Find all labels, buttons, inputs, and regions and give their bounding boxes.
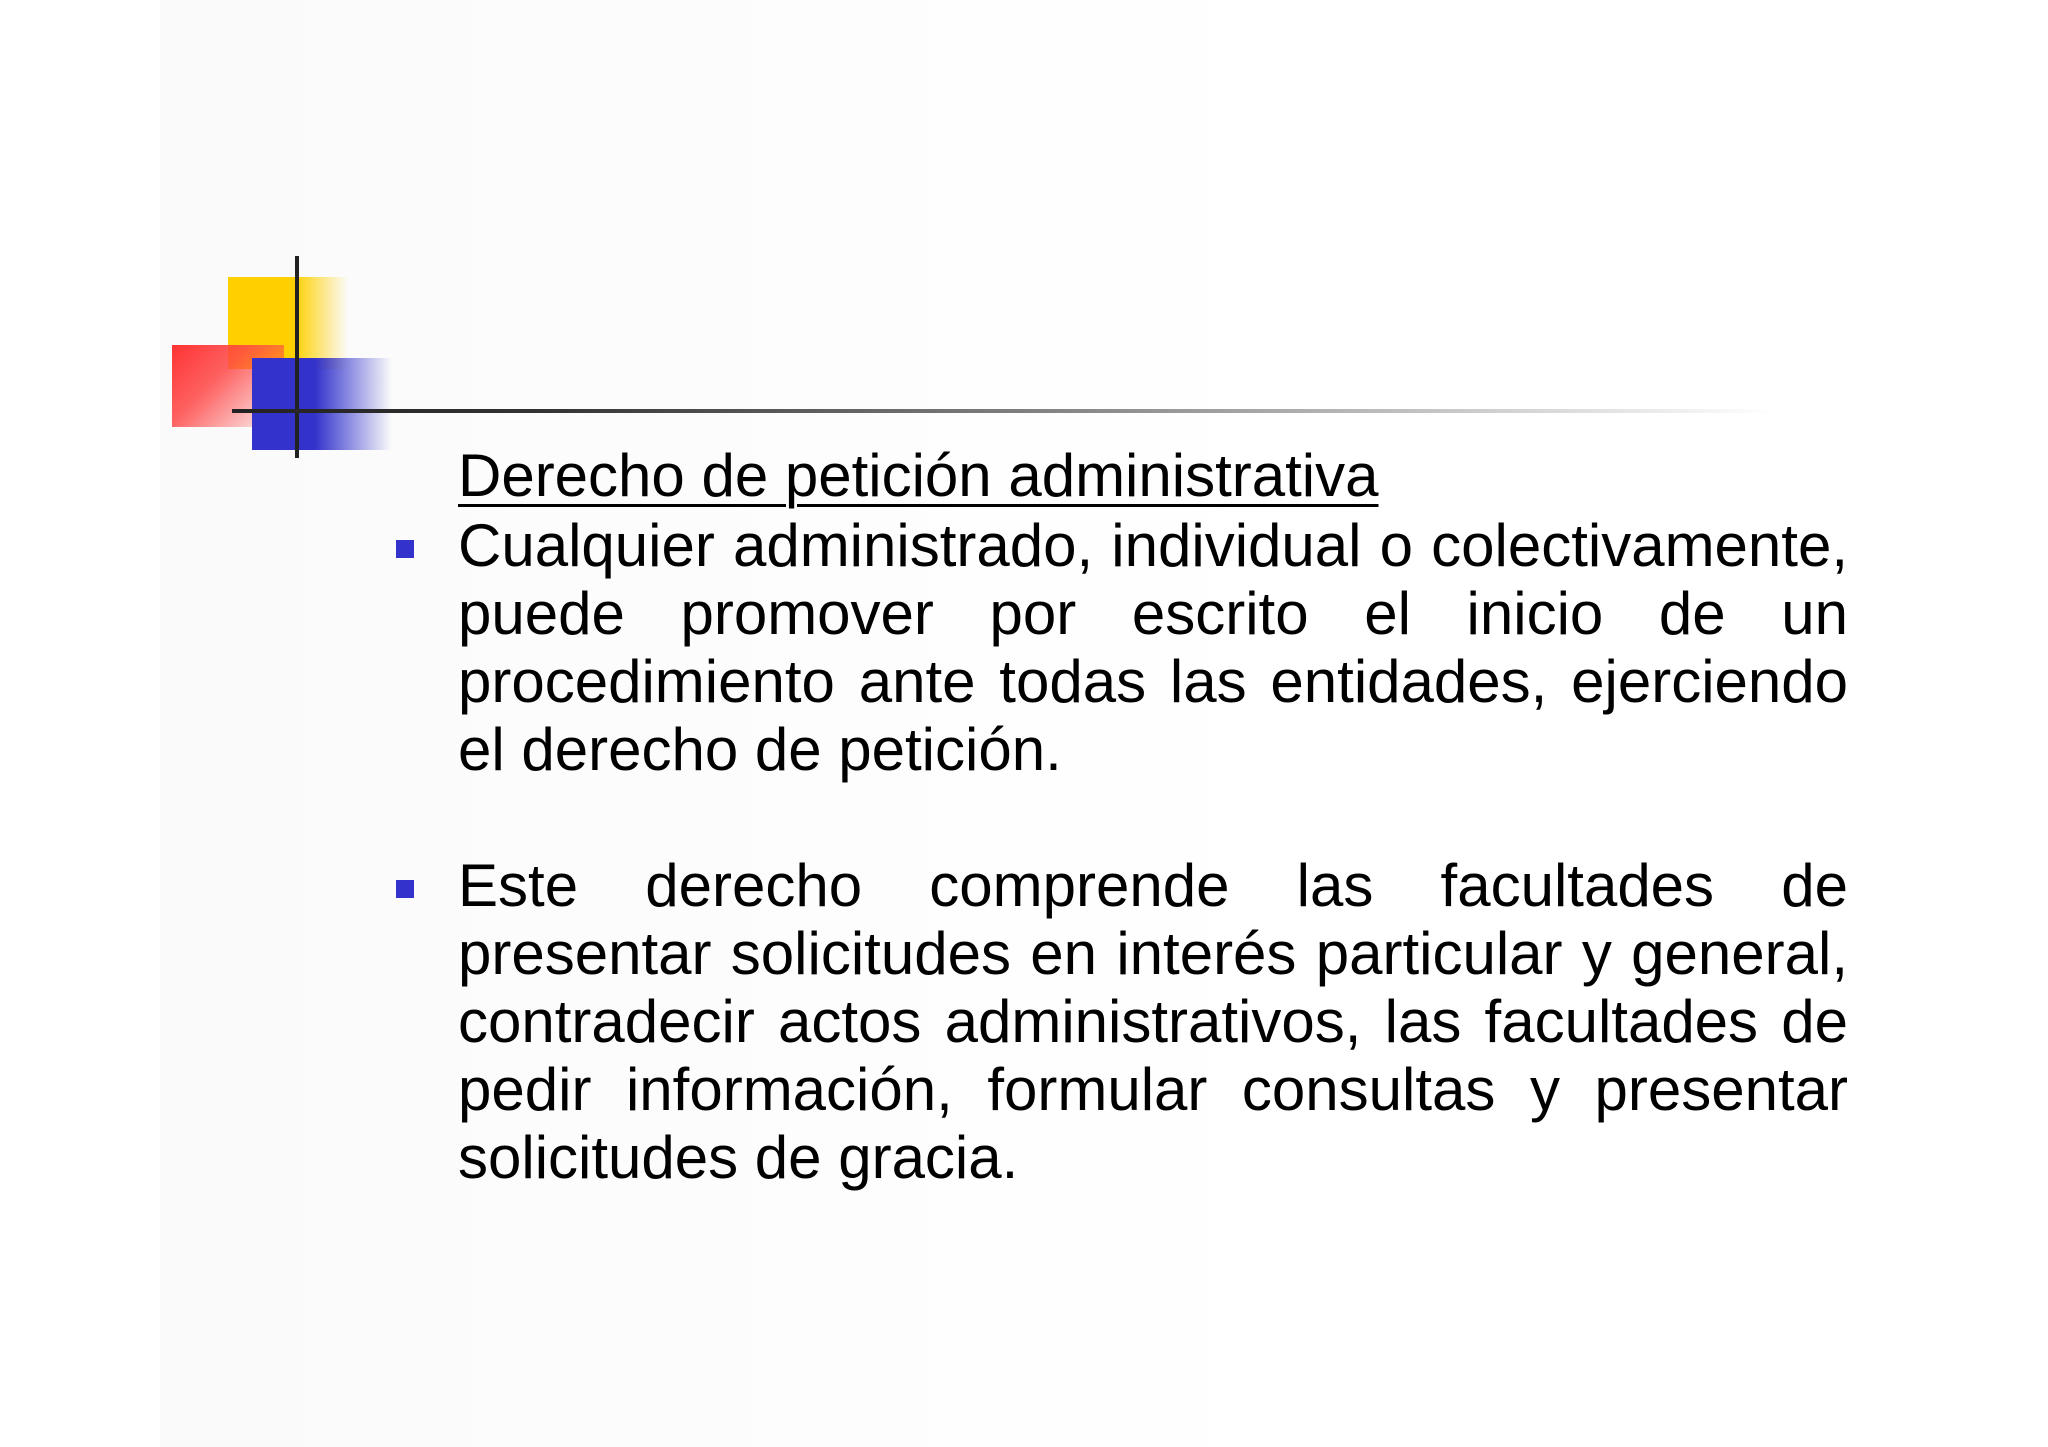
title-divider-line [232, 409, 1772, 413]
bullet-text: Cualquier administrado, individual o colectivamente, puede promover por escrito el inicio de un procedimiento ante todas las entidades, ejerciendo el derecho de petición. [458, 512, 1848, 783]
square-bullet-icon [396, 540, 414, 558]
bullet-text: Este derecho comprende las facultades de presentar solicitudes en interés particular y general, contradecir actos administrativos, las facultades de pedir información, formular consultas y presentar solicitudes de gracia. [458, 852, 1848, 1191]
bullet-item [458, 512, 1848, 784]
bullet-list [458, 512, 1848, 1192]
bullet-item [458, 852, 1848, 1192]
decor-blue-square [252, 358, 392, 450]
slide-content [458, 440, 1848, 1192]
square-bullet-icon [396, 880, 414, 898]
decor-vertical-line [295, 256, 299, 458]
slide-heading: Derecho de petición administrativa [458, 442, 1379, 509]
